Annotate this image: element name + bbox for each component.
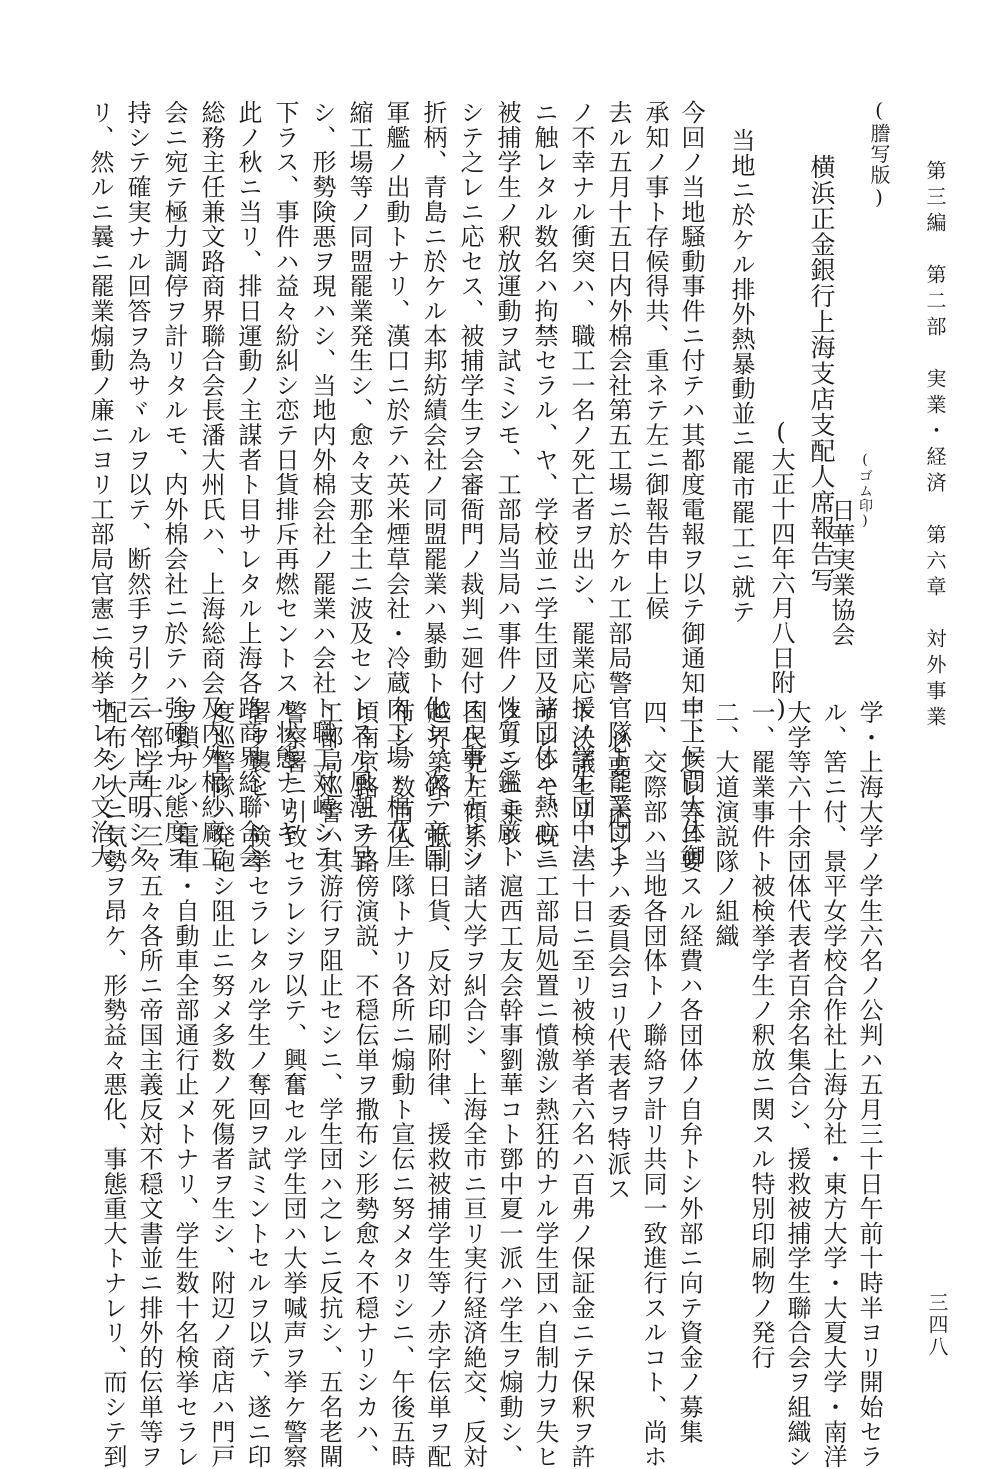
body-line: 会ニ宛テ極力調停ヲ計リタルモ、内外棉会社ニ於テハ強硬ナル態度ヲ [160, 100, 188, 869]
body-line: 頃南京路ニテ路傍演説、不穏伝単ヲ撒布シ形勢愈々不穏ナリシカハ、 [351, 700, 379, 1469]
body-line: シテ之レニ応セス、被捕学生ヲ会審衙門ノ裁判ニ廻付スル事トナリシ [456, 100, 484, 869]
body-line: 折柄、青島ニ於ケル本邦紡績会社ノ同盟罷業ハ暴動ト化シ、次テ帝国 [419, 100, 447, 869]
list-item-3: 三、之レ等ニ要スル経費ハ各団体ノ自弁トシ外部ニ向テ資金ノ募集 [675, 700, 703, 1444]
body-line: 総務主任兼文路商界聯合会長潘大州氏ハ、上海総商会及内外棉紗廠工 [197, 100, 225, 869]
body-line: 縮工場等ノ同盟罷業発生シ、愈々支那全土ニ波及セントスル風潮ヲ呈 [345, 100, 373, 869]
body-line: 一部学生ハ三々五々各所ニ帝国主義反対不穏文書並ニ排外的伝単等ヲ [135, 700, 163, 1469]
body-line: 此ノ秋ニ当リ、排日運動ノ主謀者ト目サレタル上海各路商界総聯合会 [234, 100, 262, 869]
sender-name: 日華実業協会 [827, 498, 855, 647]
body-line: 警察署ニ引致セラレシヲ以テ、興奮セル学生団ハ大挙喊声ヲ挙ケ警察 [279, 700, 307, 1469]
body-line: 必要ニ応シテハ委員会ヨリ代表者ヲ特派ス [603, 730, 631, 1202]
body-line: 今回ノ当地騒動事件ニ付テハ其都度電報ヲ以テ御通知申上候間大体御 [677, 100, 705, 869]
body-line: リ、然ルニ曩ニ罷業煽動ノ廉ニヨリ工部局官憲ニ検挙サレタル文治大 [86, 100, 114, 869]
mimeograph-stamp: (謄写版) [867, 98, 891, 210]
body-line: サレシモ、既ニ工部局処置ニ憤激シ熱狂的ナル学生団ハ自制力ヲ失ヒ [531, 700, 559, 1469]
body-line: 布シ、数百人一隊トナリ各所ニ煽動ト宣伝ニ努メタリシニ、午後五時 [387, 700, 415, 1469]
body-line: 去ル五月十五日内外棉会社第五工場ニ於ケル工部局警官隊ト罷業団ト [604, 100, 632, 869]
body-line: 大学等六十余団体代表者百余名集合シ、援救被捕学生聯合会ヲ組織シ [783, 700, 811, 1469]
running-header: 第三編 第二部 実業・経済 第六章 対外事業 [923, 160, 947, 732]
list-item-2: 二、大道演説隊ノ組織 [711, 700, 739, 948]
body-line: 配布シ大ニ気勢ヲ昂ケ、形勢益々悪化、事態重大トナレリ、而シテ到 [99, 700, 127, 1469]
body-line: タリシニ乗シ、滬西工友会幹事劉華コト鄧中夏一派ハ学生ヲ煽動シ、 [495, 700, 523, 1469]
body-line: 度巡警隊ハ発砲シ阻止ニ努メ多数ノ死傷者ヲ生シ、附辺ノ商店ハ門戸 [207, 700, 235, 1469]
rubber-stamp-label: (ゴム印) [857, 452, 873, 530]
body-line: ト決議セリ、三十日ニ至リ被検挙者六名ハ百弗ノ保証金ニテ保釈ヲ許 [567, 700, 595, 1469]
body-line: 学・上海大学ノ学生六名ノ公判ハ五月三十日午前十時半ヨリ開始セラ [855, 700, 883, 1469]
body-line: ル、筈ニ付、景平女学校合作社上海分社・東方大学・大夏大学・南洋 [819, 700, 847, 1469]
body-line: 下ラス、事件ハ益々紛糾シ恋テ日貨排斥再燃セントスル状態ナリキ [271, 100, 299, 844]
document-subject: 当地ニ於ケル排外熱暴動並ニ罷市罷工ニ就テ [727, 128, 755, 624]
list-item-1: 一、罷業事件ト被検挙学生ノ釈放ニ関スル特別印刷物ノ発行 [747, 700, 775, 1370]
body-line: 国民党左傾系ノ諸大学ヲ糾合シ、上海全市ニ亘リ実行経済絶交、反対 [459, 700, 487, 1469]
body-line: 承知ノ事ト存候得共、重ネテ左ニ御報告申上候 [641, 100, 669, 621]
body-line: 軍艦ノ出動トナリ、漢口ニ於テハ英米煙草会社・冷蔵肉工場・棉花圧 [382, 100, 410, 869]
body-line: 工部局巡警ハ其游行ヲ阻止セシニ、学生団ハ之レニ反抗シ、五名老閘 [315, 700, 343, 1469]
body-line: ヲ鎖サシ、電車・自動車全部通行止メトナリ、学生数十名検挙セラレ [171, 700, 199, 1469]
body-line: 被捕学生ノ釈放運動ヲ試ミシモ、工部局当局ハ事件ノ性質ニ鑑ミ厳ト [493, 100, 521, 869]
document-title: 横浜正金銀行上海支店支配人席報告写 [807, 154, 836, 593]
document-date: (大正十四年六月八日附) [767, 418, 795, 724]
body-line: ニ触レタル数名ハ拘禁セラル、ヤ、学校並ニ学生団及諸団体ハ熱心ニ [530, 100, 558, 869]
body-line: 越界築路、抵制日貨、反対印刷附律、援救被捕学生等ノ赤字伝単ヲ配 [423, 700, 451, 1469]
page-number: 三四八 [925, 1292, 949, 1358]
body-line: シ、形勢険悪ヲ現ハシ、当地内外棉会社ノ罷業ハ会社ト職工対峙シテ [308, 100, 336, 869]
body-line: ノ不幸ナル衝突ハ、職工一名ノ死亡者ヲ出シ、罷業応援ノ学生団中法 [567, 100, 595, 869]
body-line: 持シテ確実ナル回答ヲ為サヾルヲ以テ、断然手ヲ引ク云々ト声明シタ [123, 100, 151, 869]
body-line: 署ヲ襲ヒ、検挙セラレタル学生ノ奪回ヲ試ミントセルヲ以テ、遂ニ印 [243, 700, 271, 1469]
list-item-4: 四、交際部ハ当地各団体トノ聯絡ヲ計リ共同一致進行スルコト、尚ホ [639, 700, 667, 1469]
